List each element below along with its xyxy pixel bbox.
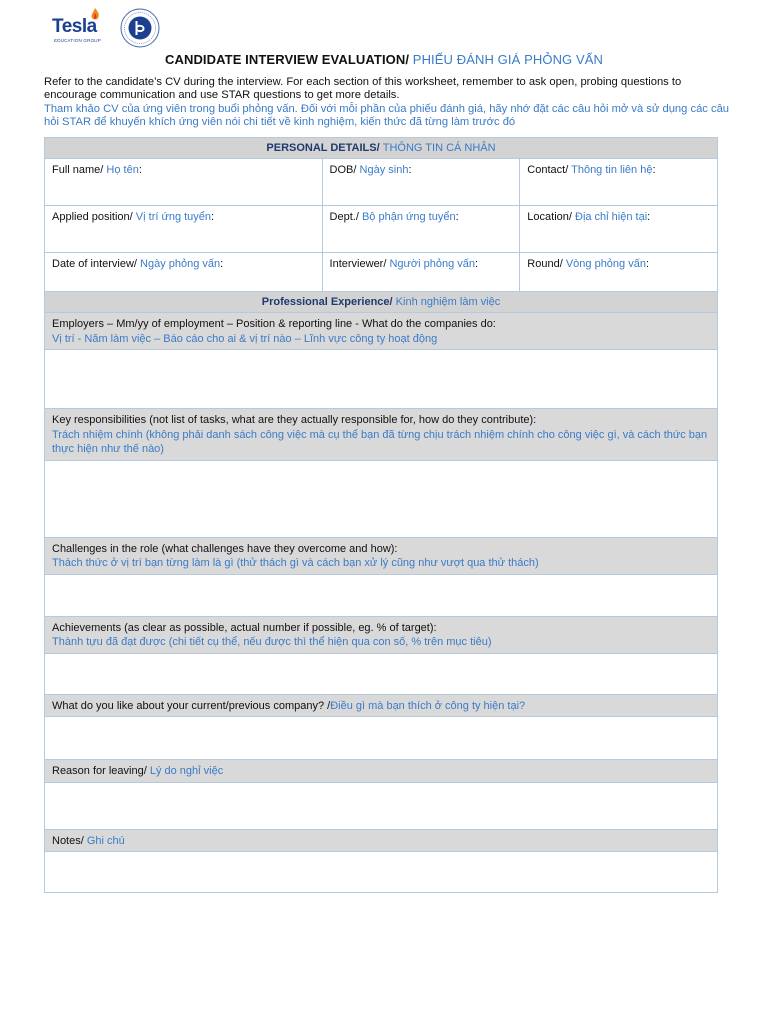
title-vi: PHIẾU ĐÁNH GIÁ PHỎNG VẤN	[412, 52, 604, 67]
question-achievements: Achievements (as clear as possible, actual number if possible, eg. % of target): Thành tựu đã đạt được (chi tiết cụ thể, nếu được thì thể hiện qua con số, % trên mục tiêu)	[45, 616, 718, 653]
field-round[interactable]: Round/ Vòng phỏng vấn:	[520, 253, 718, 300]
answer-responsibilities[interactable]	[45, 460, 718, 537]
answer-likes[interactable]	[45, 717, 718, 760]
answer-employers[interactable]	[45, 350, 718, 409]
field-dob[interactable]: DOB/ Ngày sinh:	[322, 159, 520, 206]
question-likes: What do you like about your current/previous company? /Điều gì mà bạn thích ở công ty hiện tại?	[45, 694, 718, 717]
logo-area	[52, 8, 160, 50]
page-title	[0, 52, 768, 67]
personal-details-heading: PERSONAL DETAILS/ THÔNG TIN CÁ NHÂN	[45, 138, 718, 159]
ib-seal-icon	[120, 8, 160, 48]
instructions	[44, 76, 734, 130]
experience-heading: Professional Experience/ Kinh nghiệm làm việc	[45, 292, 718, 313]
question-notes: Notes/ Ghi chú	[45, 829, 718, 852]
question-reason-leaving: Reason for leaving/ Lý do nghỉ việc	[45, 760, 718, 783]
question-employers: Employers – Mm/yy of employment – Position & reporting line - What do the companies do: Vị trí - Năm làm việc – Báo cáo cho ai & vị trí nào – Lĩnh vực công ty hoạt động	[45, 313, 718, 350]
field-interviewer[interactable]: Interviewer/ Người phỏng vấn:	[322, 253, 520, 300]
logo-brand: Tesla	[52, 16, 97, 37]
field-contact[interactable]: Contact/ Thông tin liên hệ:	[520, 159, 718, 206]
instructions-vi: Tham khảo CV của ứng viên trong buổi phỏng vấn. Đối với mỗi phần của phiếu đánh giá, hãy nhớ đặt các câu hỏi mở và sử dụng các câu hỏi STAR để khuyến khích ứng viên nói chi tiết về kinh nghiệm, kiến thức đã từng làm trước đó	[44, 102, 730, 129]
field-applied-position[interactable]: Applied position/ Vị trí ứng tuyển:	[45, 206, 323, 253]
answer-notes[interactable]	[45, 852, 718, 893]
experience-table	[44, 291, 718, 893]
field-interview-date[interactable]: Date of interview/ Ngày phỏng vấn:	[45, 253, 323, 300]
field-location[interactable]: Location/ Địa chỉ hiện tại:	[520, 206, 718, 253]
field-dept[interactable]: Dept./ Bộ phận ứng tuyển:	[322, 206, 520, 253]
question-challenges: Challenges in the role (what challenges have they overcome and how): Thách thức ở vị trí bạn từng làm là gì (thử thách gì và cách bạn xử lý cũng như vượt qua thử thách)	[45, 537, 718, 574]
title-en: CANDIDATE INTERVIEW EVALUATION/	[164, 52, 410, 67]
question-responsibilities: Key responsibilities (not list of tasks, what are they actually responsible for, how do they contribute): Trách nhiệm chính (không phải danh sách công việc mà cụ thể bạn đã từng chịu trách nhiệm chính cho công việc gì, và cách thức bạn thực hiện như thế nào)	[45, 409, 718, 461]
personal-details-table	[44, 137, 718, 300]
logo-subtext: EDUCATION GROUP	[54, 38, 101, 43]
instructions-en: Refer to the candidate’s CV during the interview. For each section of this worksheet, remember to ask open, probing questions to encourage communication and use STAR questions to get more details.	[44, 76, 682, 102]
answer-challenges[interactable]	[45, 574, 718, 616]
tesla-logo	[52, 8, 114, 50]
answer-reason-leaving[interactable]	[45, 782, 718, 829]
field-full-name[interactable]: Full name/ Họ tên:	[45, 159, 323, 206]
answer-achievements[interactable]	[45, 653, 718, 694]
